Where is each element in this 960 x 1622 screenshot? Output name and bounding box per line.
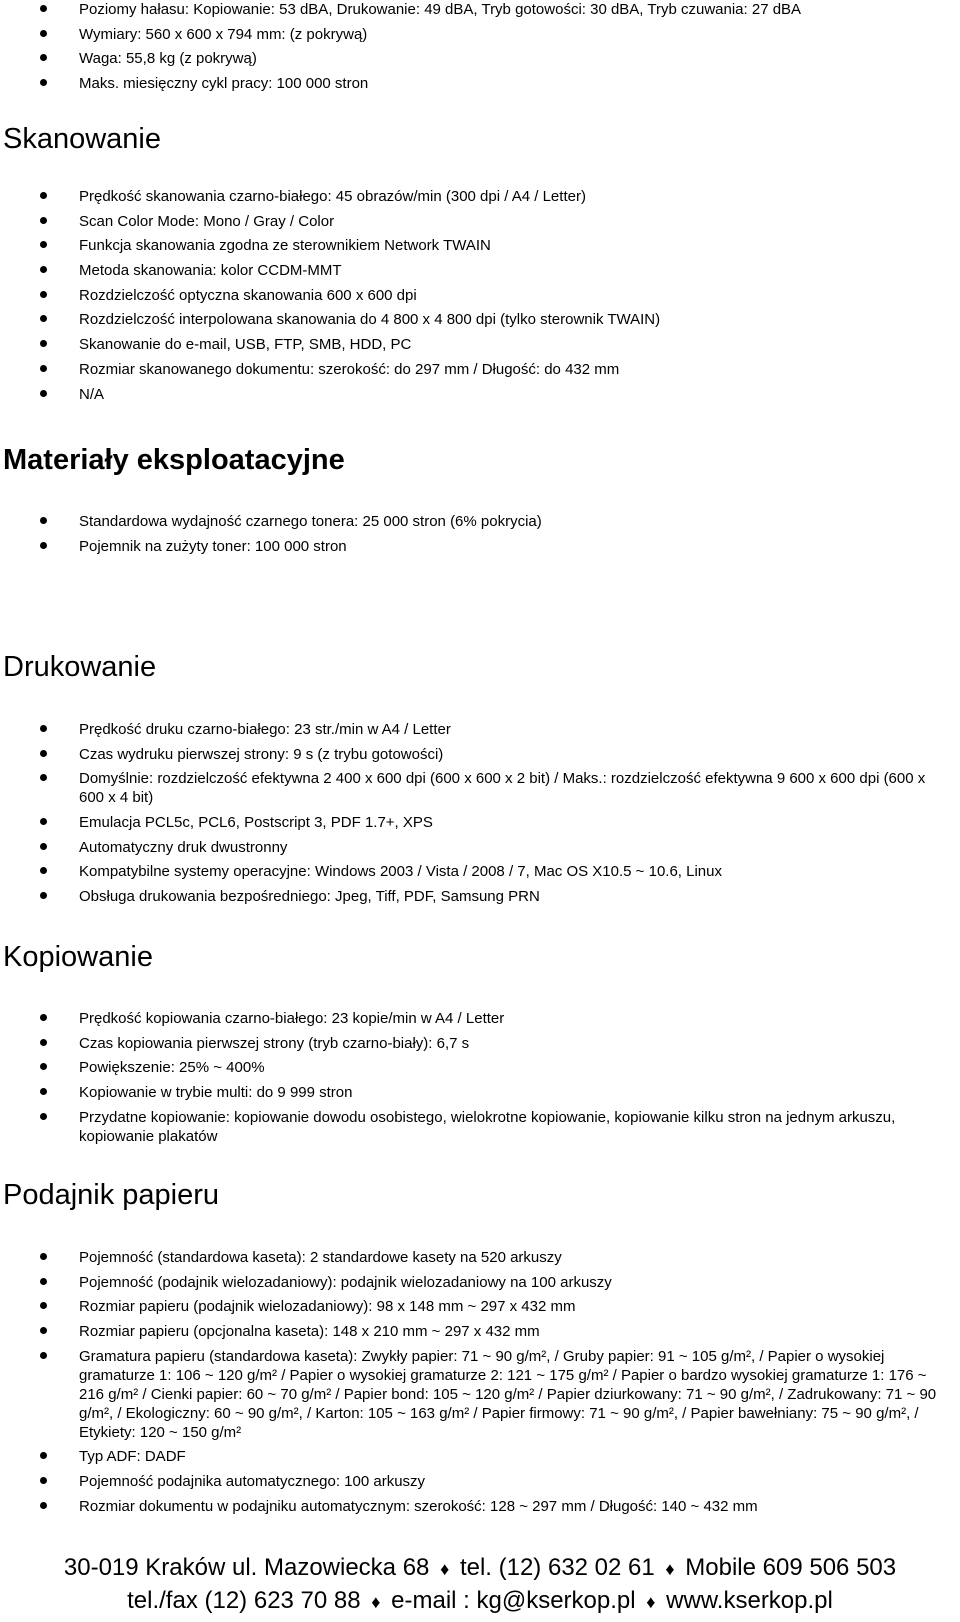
list-item: Rozmiar papieru (podajnik wielozadaniowy): 98 x 148 mm ~ 297 x 432 mm <box>0 1297 960 1316</box>
list-item: Skanowanie do e-mail, USB, FTP, SMB, HDD, PC <box>0 335 960 354</box>
list-item: Maks. miesięczny cykl pracy: 100 000 stron <box>0 74 960 93</box>
list-item: Czas kopiowania pierwszej strony (tryb czarno-biały): 6,7 s <box>0 1034 960 1053</box>
list-item: Powiększenie: 25% ~ 400% <box>0 1058 960 1077</box>
diamond-separator-icon: ♦ <box>646 1592 656 1612</box>
list-item: Waga: 55,8 kg (z pokrywą) <box>0 49 960 68</box>
list-item: Rozmiar dokumentu w podajniku automatycznym: szerokość: 128 ~ 297 mm / Długość: 140 ~ 432 mm <box>0 1497 960 1516</box>
list-item: Funkcja skanowania zgodna ze sterownikiem Network TWAIN <box>0 236 960 255</box>
list-item: Przydatne kopiowanie: kopiowanie dowodu osobistego, wielokrotne kopiowanie, kopiowanie kilku stron na jednym arkuszu, kopiowanie plakatów <box>0 1108 960 1146</box>
specs-list-podajnik <box>0 1248 960 1522</box>
diamond-separator-icon: ♦ <box>371 1592 381 1612</box>
list-item: Standardowa wydajność czarnego tonera: 25 000 stron (6% pokrycia) <box>0 512 960 531</box>
list-item: Gramatura papieru (standardowa kaseta): Zwykły papier: 71 ~ 90 g/m², / Gruby papier: 91 ~ 105 g/m², / Papier o wysokiej gramaturze 1: 106 ~ 120 g/m² / Papier o wysokiej gramaturze 2: 121 ~ 175 g/m² / Papier o bardzo wysokiej gramaturze 1: 176 ~ 216 g/m² / Cienki papier: 60 ~ 70 g/m² / Papier bond: 105 ~ 120 g/m² / Papier dziurkowany: 71 ~ 90 g/m², / Zadrukowany: 71 ~ 90 g/m², / Ekologiczny: 60 ~ 90 g/m², / Karton: 105 ~ 163 g/m² / Papier firmowy: 71 ~ 90 g/m², / Papier bawełniany: 75 ~ 90 g/m², / Etykiety: 120 ~ 150 g/m² <box>0 1347 960 1442</box>
specs-list-materialy <box>0 512 960 561</box>
list-item: Obsługa drukowania bezpośredniego: Jpeg, Tiff, PDF, Samsung PRN <box>0 887 960 906</box>
footer-fax: tel./fax (12) 623 70 88 <box>127 1587 361 1614</box>
footer-contact-line-2 <box>0 1586 960 1617</box>
section-heading-skanowanie: Skanowanie <box>3 123 161 155</box>
diamond-separator-icon: ♦ <box>440 1559 450 1579</box>
section-heading-podajnik: Podajnik papieru <box>3 1179 220 1211</box>
footer-phone: tel. (12) 632 02 61 <box>459 1554 655 1581</box>
list-item: Prędkość druku czarno-białego: 23 str./min w A4 / Letter <box>0 720 960 739</box>
list-item: Pojemność podajnika automatycznego: 100 arkuszy <box>0 1472 960 1491</box>
list-item: Prędkość skanowania czarno-białego: 45 obrazów/min (300 dpi / A4 / Letter) <box>0 187 960 206</box>
list-item: Czas wydruku pierwszej strony: 9 s (z trybu gotowości) <box>0 745 960 764</box>
footer-contact-line-1 <box>0 1553 960 1584</box>
list-item: Typ ADF: DADF <box>0 1447 960 1466</box>
footer-email: e-mail : kg@kserkop.pl <box>391 1587 636 1614</box>
list-item: Pojemnik na zużyty toner: 100 000 stron <box>0 537 960 556</box>
list-item: Domyślnie: rozdzielczość efektywna 2 400 x 600 dpi (600 x 600 x 2 bit) / Maks.: rozdzielczość efektywna 9 600 x 600 dpi (600 x 600 x 4 bit) <box>0 769 960 807</box>
list-item: Rozmiar skanowanego dokumentu: szerokość: do 297 mm / Długość: do 432 mm <box>0 360 960 379</box>
list-item: Kopiowanie w trybie multi: do 9 999 stron <box>0 1083 960 1102</box>
section-heading-drukowanie: Drukowanie <box>3 651 157 683</box>
specs-list-kopiowanie <box>0 1009 960 1151</box>
section-heading-kopiowanie: Kopiowanie <box>3 941 153 973</box>
list-item: Rozmiar papieru (opcjonalna kaseta): 148 x 210 mm ~ 297 x 432 mm <box>0 1322 960 1341</box>
list-item: Metoda skanowania: kolor CCDM-MMT <box>0 261 960 280</box>
list-item: N/A <box>0 385 960 404</box>
specs-list-drukowanie <box>0 720 960 912</box>
list-item: Wymiary: 560 x 600 x 794 mm: (z pokrywą) <box>0 25 960 44</box>
list-item: Rozdzielczość interpolowana skanowania do 4 800 x 4 800 dpi (tylko sterownik TWAIN) <box>0 310 960 329</box>
list-item: Automatyczny druk dwustronny <box>0 838 960 857</box>
footer-mobile: Mobile 609 506 503 <box>685 1554 897 1581</box>
footer-website: www.kserkop.pl <box>666 1587 833 1614</box>
list-item: Kompatybilne systemy operacyjne: Windows 2003 / Vista / 2008 / 7, Mac OS X10.5 ~ 10.6, Linux <box>0 862 960 881</box>
specs-list-top <box>0 0 960 99</box>
list-item: Poziomy hałasu: Kopiowanie: 53 dBA, Drukowanie: 49 dBA, Tryb gotowości: 30 dBA, Tryb czuwania: 27 dBA <box>0 0 960 19</box>
list-item: Prędkość kopiowania czarno-białego: 23 kopie/min w A4 / Letter <box>0 1009 960 1028</box>
list-item: Pojemność (standardowa kaseta): 2 standardowe kasety na 520 arkuszy <box>0 1248 960 1267</box>
list-item: Emulacja PCL5c, PCL6, Postscript 3, PDF 1.7+, XPS <box>0 813 960 832</box>
diamond-separator-icon: ♦ <box>665 1559 675 1579</box>
list-item: Scan Color Mode: Mono / Gray / Color <box>0 212 960 231</box>
specs-list-skanowanie <box>0 187 960 409</box>
section-heading-materialy: Materiały eksploatacyjne <box>3 444 345 476</box>
list-item: Pojemność (podajnik wielozadaniowy): podajnik wielozadaniowy na 100 arkuszy <box>0 1273 960 1292</box>
list-item: Rozdzielczość optyczna skanowania 600 x 600 dpi <box>0 286 960 305</box>
footer-address: 30-019 Kraków ul. Mazowiecka 68 <box>63 1554 430 1581</box>
